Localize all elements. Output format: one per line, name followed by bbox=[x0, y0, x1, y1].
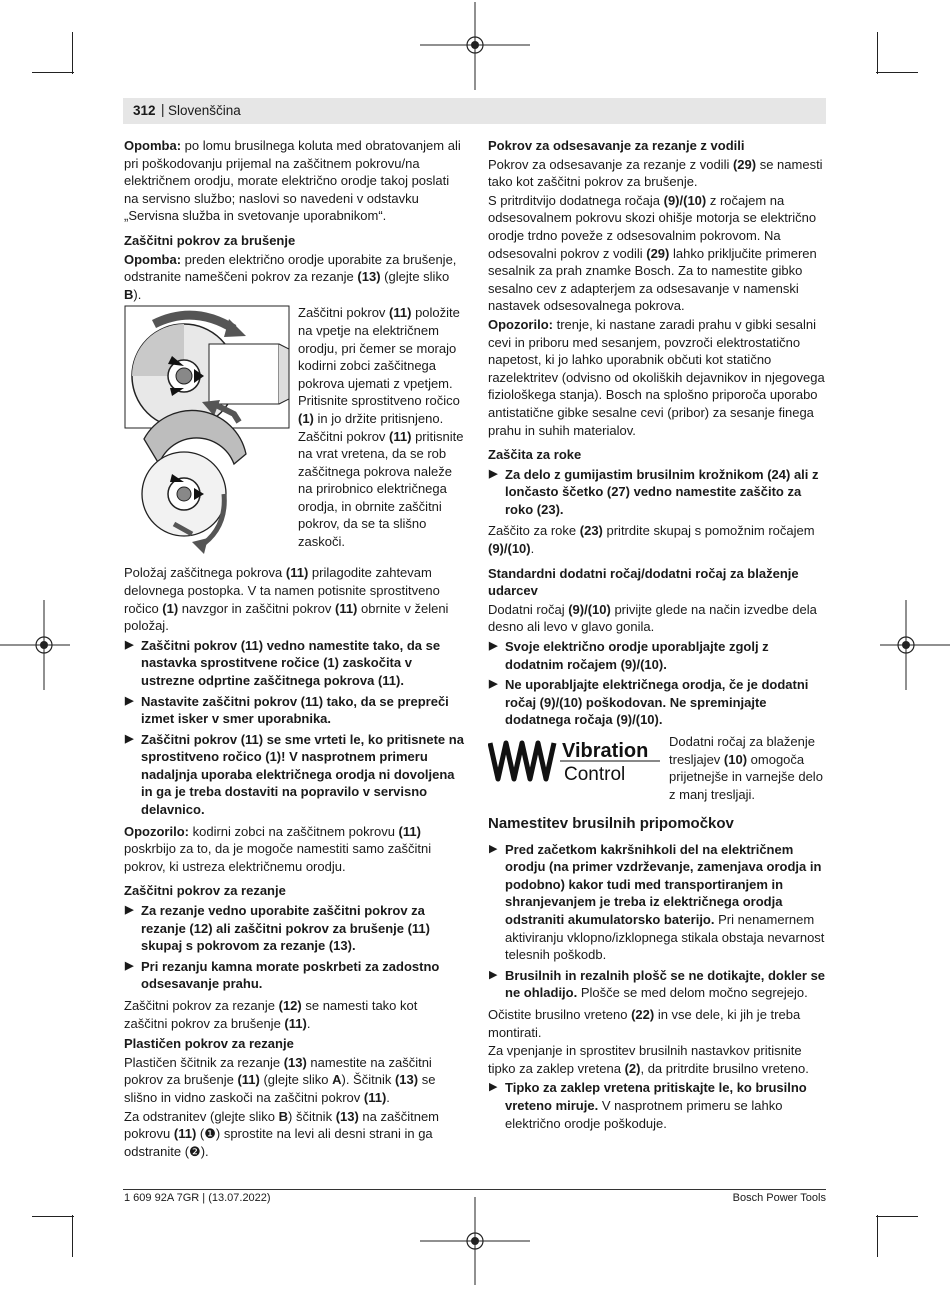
header-language: Slovenščina bbox=[168, 103, 241, 118]
svg-text:Vibration: Vibration bbox=[562, 740, 649, 762]
section-heading: Plastičen pokrov za rezanje bbox=[124, 1036, 294, 1052]
registration-mark-left bbox=[0, 600, 70, 690]
header-separator: | bbox=[161, 102, 165, 117]
warning-list bbox=[488, 1079, 828, 1132]
paragraph: Dodatni ročaj (9)/(10) privijte glede na način izvedbe dela desno ali levo v glavo gonila. bbox=[488, 601, 817, 635]
footer-brand: Bosch Power Tools bbox=[732, 1192, 826, 1204]
left-column bbox=[124, 137, 464, 1161]
registration-mark-right bbox=[880, 600, 950, 690]
crop-mark bbox=[72, 1215, 73, 1257]
section-heading: Zaščitni pokrov za brušenje bbox=[124, 232, 296, 248]
paragraph: Za vpenjanje in sprostitev brusilnih nastavkov pritisnite tipko za zaklep vretena (2), da pritrdite brusilno vreteno. bbox=[488, 1043, 809, 1076]
guard-mounting-illustration bbox=[124, 304, 290, 559]
warning-list bbox=[124, 637, 464, 819]
page-header bbox=[123, 98, 826, 124]
crop-mark bbox=[32, 72, 74, 73]
paragraph: Položaj zaščitnega pokrova (11) prilagodite zahtevam delovnega postopka. V ta namen potisnite sprostitveno ročico (1) navzgor in zaščitni pokrov (11) obrnite v želeni položaj. bbox=[124, 565, 449, 634]
section-heading: Standardni dodatni ročaj/dodatni ročaj za blaženje udarcev bbox=[488, 565, 799, 599]
paragraph: S pritrditvijo dodatnega ročaja (9)/(10) z ročajem na odsesovalnem pokrovu skozi ohišje motorja se električno orodje trdno poveže z odsesovalnim pokrovom. Na odsesovalni pokrov z vodili (29) lahko priključite primeren sesalnik za prah znamke Bosch. Za to namestite gibko sesalno cev z adapterjem za odsesavanje v namenski nastavek odsesovalnega pokrova. bbox=[488, 192, 817, 314]
warning-list bbox=[488, 841, 828, 1002]
paragraph: Zaščitni pokrov za rezanje (12) se namesti tako kot zaščitni pokrov za brušenje (11). bbox=[124, 998, 418, 1031]
crop-mark bbox=[877, 32, 878, 74]
section-heading: Zaščitni pokrov za rezanje bbox=[124, 883, 286, 899]
warning-item: ▶ Ne uporabljajte električnega orodja, če je dodatni ročaj (9)/(10) poškodovan. Ne spreminjajte dodatnega ročaja (9)/(10). bbox=[489, 677, 809, 728]
paragraph: Za odstranitev (glejte sliko B) ščitnik (13) na zaščitnem pokrovu (11) (❶) sprostite na levi ali desni strani in ga odstranite (❷). bbox=[124, 1108, 440, 1159]
footer-doc-id: 1 609 92A 7GR | (13.07.2022) bbox=[124, 1192, 271, 1204]
paragraph: Zaščito za roke (23) pritrdite skupaj s pomožnim ročajem (9)/(10). bbox=[488, 523, 815, 557]
warning-item: ▶ Zaščitni pokrov (11) vedno namestite tako, da se nastavka sprostitvene ročice (1) zaskočita v ustrezne odprtine zaščitnega pokrova (11). bbox=[125, 637, 441, 688]
paragraph: Opozorilo: trenje, ki nastane zaradi prahu v gibki sesalni cevi in priboru med sesanjem, povzroči elektrostatično napetost, ki jo lahko uporabnik občuti kot statično razelektritev (odvisno od okoliških dejavnikov in njegovega fiziološkega stanja). Bosch na splošno priporoča uporabo antistatične gibke sesalne cevi (pribor) za sesanje finega prahu in suhih materialov. bbox=[488, 316, 825, 438]
paragraph: Plastičen ščitnik za rezanje (13) namestite na zaščitni pokrov za brušenje (11) (glejte sliko A). Ščitnik (13) se slišno in vidno zaskoči na zaščitni pokrov (11). bbox=[124, 1054, 436, 1105]
footer-rule bbox=[123, 1189, 826, 1190]
warning-item: ▶ Brusilnih in rezalnih plošč se ne dotikajte, dokler se ne ohladijo. Plošče se med delom močno segrejejo. bbox=[489, 967, 826, 1001]
warning-item: ▶ Nastavite zaščitni pokrov (11) tako, da se prepreči izmet isker v smer uporabnika. bbox=[125, 693, 449, 727]
right-column bbox=[488, 137, 828, 1136]
crop-mark bbox=[877, 1215, 878, 1257]
registration-mark-bottom bbox=[420, 1197, 530, 1287]
figure-caption: Zaščitni pokrov (11) položite na vpetje na električnem orodju, pri čemer se morajo kodirni zobci zaščitnega pokrova ujemati z vpetjem. Pritisnite sprostitveno ročico (1) in jo držite pritisnjeno. Zaščitni pokrov (11) pritisnite na vrat vretena, da se rob zaščitnega pokrova naleže na prirobnico električnega orodja, in obrnite zaščitni pokrov, da se ta slišno zaskoči. bbox=[298, 305, 464, 550]
warning-list bbox=[124, 902, 464, 993]
warning-item: ▶ Tipko za zaklep vretena pritiskajte le, ko brusilno vreteno miruje. V nasprotnem primeru se lahko električno orodje poškoduje. bbox=[489, 1080, 807, 1131]
registration-mark-top bbox=[420, 2, 530, 92]
chapter-heading: Namestitev brusilnih pripomočkov bbox=[488, 815, 734, 832]
warning-item: ▶ Pri rezanju kamna morate poskrbeti za zadostno odsesavanje prahu. bbox=[125, 958, 440, 992]
figure-block bbox=[124, 304, 464, 564]
crop-mark bbox=[32, 1216, 74, 1217]
paragraph: Pokrov za odsesavanje za rezanje z vodili (29) se namesti tako kot zaščitni pokrov za brušenje. bbox=[488, 156, 823, 190]
note-paragraph: Opomba: po lomu brusilnega koluta med obratovanjem ali pri poškodovanju prijemal na zaščitnem pokrovu/na električnem orodju, morate električno orodje takoj poslati na servisno službo; naslovi so navedeni v odstavku „Servisna služba in svetovanje uporabnikom“. bbox=[124, 138, 461, 224]
vibration-control-logo bbox=[488, 735, 660, 785]
paragraph: Očistite brusilno vreteno (22) in vse dele, ki jih je treba montirati. bbox=[488, 1006, 801, 1040]
note-paragraph: Opomba: preden električno orodje uporabite za brušenje, odstranite nameščeni pokrov za rezanje (13) (glejte sliko B). bbox=[124, 251, 457, 302]
section-heading: Pokrov za odsesavanje za rezanje z vodili bbox=[488, 138, 745, 153]
paragraph: Opozorilo: kodirni zobci na zaščitnem pokrovu (11) poskrbijo za to, da je mogoče namestiti samo zaščitni pokrov, ki ustreza električnemu orodju. bbox=[124, 823, 432, 874]
warning-item: ▶ Svoje električno orodje uporabljajte zgolj z dodatnim ročajem (9)/(10). bbox=[489, 639, 769, 672]
crop-mark bbox=[72, 32, 73, 74]
section-heading: Zaščita za roke bbox=[488, 447, 582, 463]
warning-item: ▶ Za delo z gumijastim brusilnim krožnikom (24) ali z lončasto ščetko (27) vedno namestite zaščito za roko (23). bbox=[489, 466, 819, 517]
warning-item: ▶ Za rezanje vedno uporabite zaščitni pokrov za rezanje (12) ali zaščitni pokrov za brušenje (11) skupaj s pokrovom za rezanje (13). bbox=[125, 903, 430, 954]
warning-item: ▶ Zaščitni pokrov (11) se sme vrteti le, ko pritisnete na sprostitveno ročico (1)! V nasprotnem primeru nadaljnja uporaba električnega orodja ni dovoljena in ga je treba dostaviti na popravilo v servisno delavnico. bbox=[125, 731, 464, 818]
crop-mark bbox=[876, 72, 918, 73]
page-number: 312 bbox=[133, 103, 156, 118]
crop-mark bbox=[876, 1216, 918, 1217]
warning-list bbox=[488, 466, 828, 519]
warning-item: ▶ Pred začetkom kakršnihkoli del na električnem orodju (na primer vzdrževanje, zamenjava orodja in podobno) kakor tudi med transportiranjem in shranjevanjem je treba iz električnega orodja odstraniti akumulatorsko baterijo. Pri nenamernem aktiviranju vklopno/izklopnega stikala obstaja nevarnost telesnih poškodb. bbox=[489, 841, 825, 963]
vibration-control-block bbox=[488, 733, 828, 801]
vibration-control-text: Dodatni ročaj za blaženje tresljajev (10) omogoča prijetnejše in varnejše delo z manj tresljaji. bbox=[669, 734, 823, 802]
warning-list bbox=[488, 638, 828, 729]
svg-text:Control: Control bbox=[564, 764, 626, 785]
